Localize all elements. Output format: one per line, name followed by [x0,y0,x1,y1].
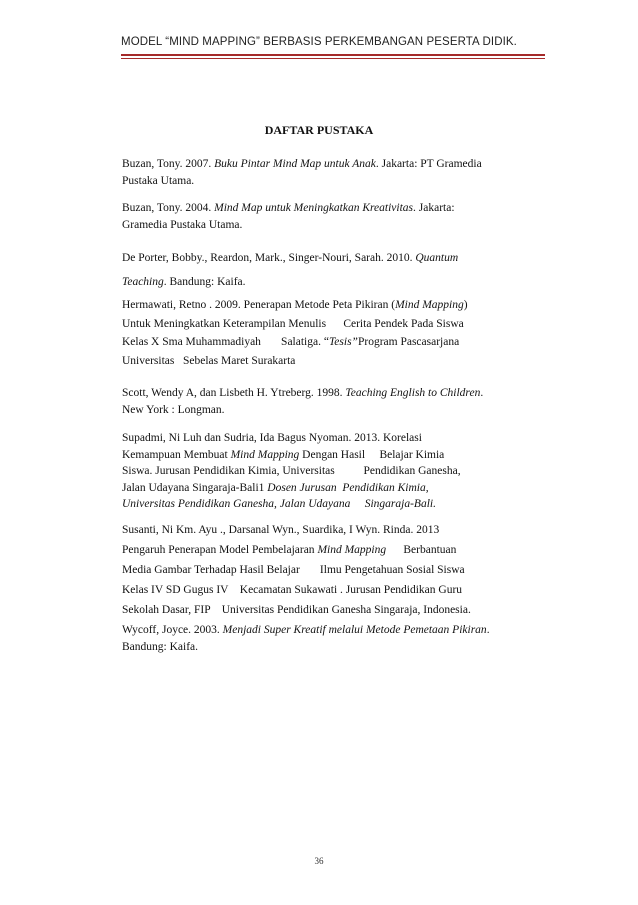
running-header: MODEL “MIND MAPPING” BERBASIS PERKEMBANGAN PESERTA DIDIK. [121,36,517,48]
reference-line [122,402,540,419]
reference-text: Kelas X Sma Muhammadiyah Salatiga. “ [122,336,329,348]
reference-text: Siswa. Jurusan Pendidikan Kimia, Universitas Pendidikan Ganesha, [122,465,461,477]
reference-text: Universitas Sebelas Maret Surakarta [122,354,296,367]
header-rule-thin [121,58,545,59]
reference-line [122,246,540,270]
reference-italic-text: Universitas Pendidikan Ganesha, Jalan Udayana Singaraja-Bali. [122,498,436,510]
reference-text: Program Pascasarjana [357,336,460,348]
reference-italic-text: Teaching [122,276,164,288]
reference-text: . Jakarta: PT Gramedia [375,158,482,170]
reference-line [122,540,540,560]
reference-text: Berbantuan [386,544,457,556]
reference-line [122,520,540,540]
reference-line [122,173,540,190]
reference-text: De Porter, Bobby., Reardon, Mark., Singer-Nouri, Sarah. 2010. [122,252,416,264]
reference-italic-text: Dosen Jurusan Pendidikan Kimia, [267,481,429,494]
reference-text: Wycoff, Joyce. 2003. [122,624,223,636]
reference-text: Scott, Wendy A, dan Lisbeth H. Ytreberg. 1998. [122,387,346,399]
header-rule-thick [121,54,545,56]
reference-text: Hermawati, Retno . 2009. Penerapan Metode Peta Pikiran ( [122,299,396,311]
reference-line [122,580,540,600]
reference-line [122,430,540,447]
reference-text: . Jakarta: [413,202,455,214]
reference-text: Pustaka Utama. [122,175,195,187]
reference-text: Kelas IV SD Gugus IV Kecamatan Sukawati . Jurusan Pendidikan Guru [122,584,463,596]
reference-text: Susanti, Ni Km. Ayu ., Darsanal Wyn., Suardika, I Wyn. Rinda. 2013 [122,524,440,536]
reference-text: Gramedia Pustaka Utama. [122,219,243,231]
reference-entry [122,246,540,294]
reference-text: Supadmi, Ni Luh dan Sudria, Ida Bagus Nyoman. 2013. Korelasi [122,432,422,444]
reference-line [122,639,540,656]
reference-italic-text: Menjadi Super Kreatif melalui Metode Pemetaan Pikiran [222,624,487,636]
reference-line [122,622,540,639]
reference-italic-text: Teaching English to Children [345,387,481,399]
reference-text: Media Gambar Terhadap Hasil Belajar Ilmu Pengetahuan Sosial Siswa [122,564,465,576]
reference-entry [122,385,540,419]
reference-italic-text: Mind Mapping [230,448,300,461]
reference-line [122,352,540,371]
reference-entry [122,520,540,620]
reference-text: Kemampuan Membuat [122,448,231,461]
reference-entry [122,430,540,513]
reference-italic-text: Tesis” [328,336,358,348]
reference-text: . Bandung: Kaifa. [163,276,246,288]
reference-italic-text: Mind Map untuk Meningkatkan Kreativitas [214,202,414,214]
reference-text: Untuk Meningkatkan Keterampilan Menulis Cerita Pendek Pada Siswa [122,317,464,330]
reference-text: Dengan Hasil Belajar Kimia [299,448,445,461]
reference-line [122,480,540,497]
reference-line [122,463,540,480]
reference-line [122,333,540,352]
reference-italic-text: Mind Mapping [317,544,387,556]
reference-line [122,156,540,173]
reference-text: . [486,624,490,636]
reference-text: Buzan, Tony. 2004. [122,202,215,214]
reference-text: . [480,387,484,399]
reference-line [122,270,540,294]
reference-line [122,315,540,334]
reference-line [122,385,540,402]
reference-text: Jalan Udayana Singaraja-Bali1 [122,481,268,494]
reference-line [122,296,540,315]
reference-text: New York : Longman. [122,404,225,416]
reference-entry [122,622,540,656]
reference-text: Bandung: Kaifa. [122,641,199,653]
reference-italic-text: Quantum [415,252,459,264]
reference-entry [122,156,540,190]
reference-text: ) [463,299,468,311]
reference-text: Pengaruh Penerapan Model Pembelajaran [122,544,318,556]
reference-line [122,217,540,234]
reference-entry [122,296,540,370]
reference-line [122,200,540,217]
reference-line [122,600,540,620]
page-title: DAFTAR PUSTAKA [264,123,374,137]
reference-text: Sekolah Dasar, FIP Universitas Pendidikan Ganesha Singaraja, Indonesia. [122,604,471,616]
reference-text: Buzan, Tony. 2007. [122,158,215,170]
reference-italic-text: Mind Mapping [395,299,464,311]
reference-line [122,447,540,464]
reference-entry [122,200,540,234]
page-number: 36 [314,856,324,866]
reference-line [122,560,540,580]
reference-line [122,496,540,513]
reference-italic-text: Buku Pintar Mind Map untuk Anak [214,158,376,170]
